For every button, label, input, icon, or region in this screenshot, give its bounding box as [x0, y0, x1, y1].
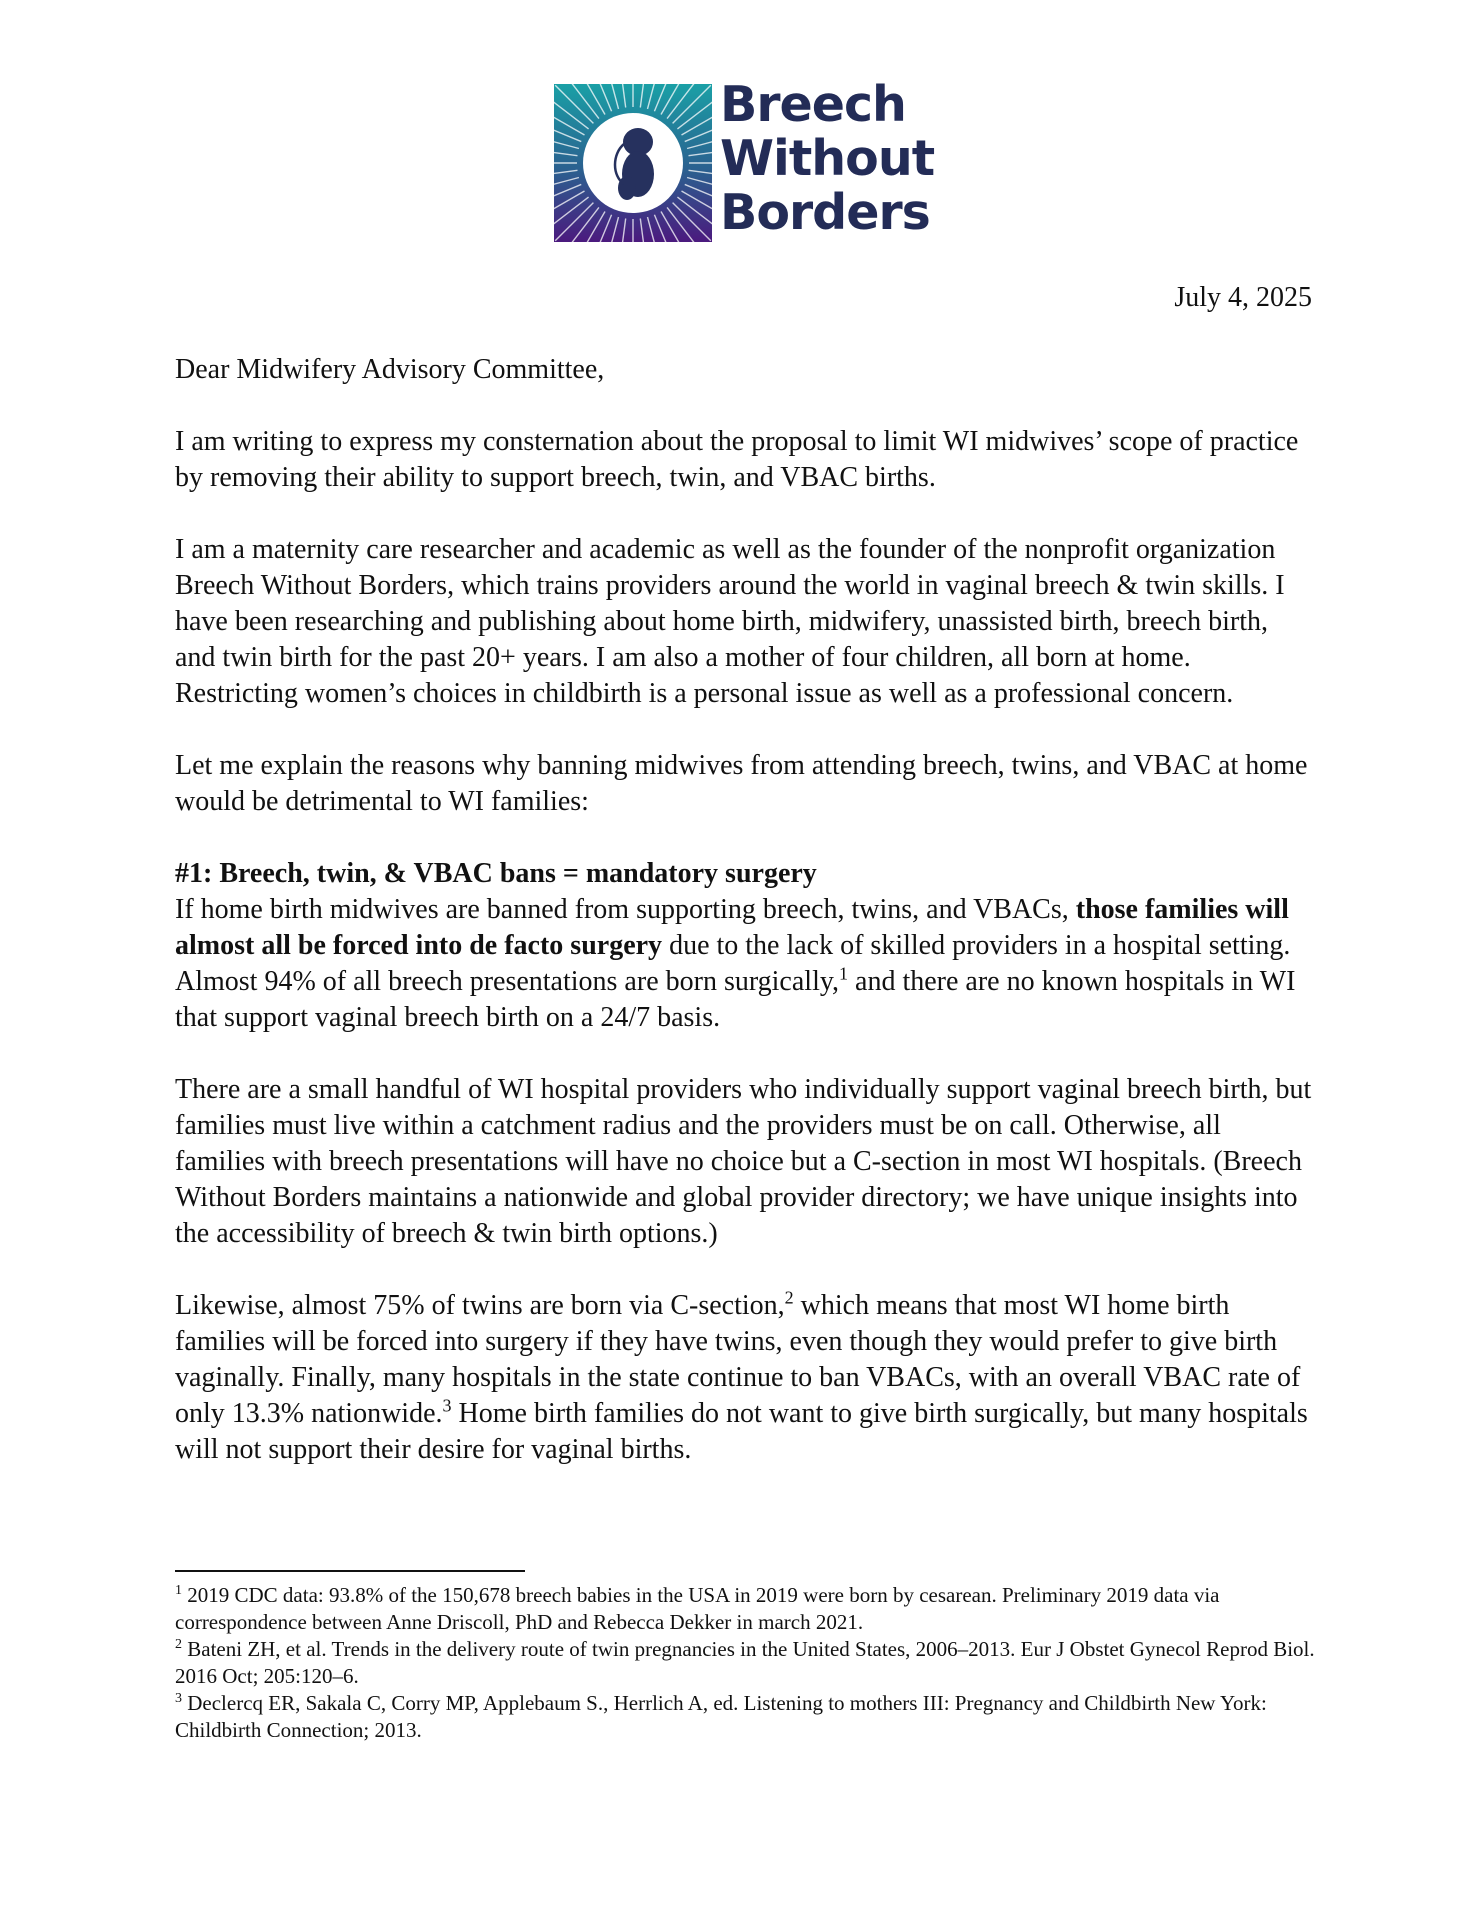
- section-heading-1: [175, 856, 1315, 892]
- paragraph-mandatory-surgery-emphasis: those families will almost all be forced into de facto surgery: [175, 894, 1289, 961]
- footnote-3-text: Declercq ER, Sakala C, Corry MP, Applebaum S., Herrlich A, ed. Listening to mothers III: Pregnancy and Childbirth New York: Childbirth Connection; 2013.: [175, 1691, 1267, 1742]
- footnote-1-text: 2019 CDC data: 93.8% of the 150,678 breech babies in the USA in 2019 were born by cesarean. Preliminary 2019 data via correspondence between Anne Driscoll, PhD and Rebecca Dekker in march 2021.: [175, 1583, 1220, 1634]
- footnote-2-text: Bateni ZH, et al. Trends in the delivery route of twin pregnancies in the United States, 2006–2013. Eur J Obstet Gynecol Reprod Biol. 2016 Oct; 205:120–6.: [175, 1637, 1315, 1688]
- paragraph-twins-vbac-text-b: which means that most WI home birth families will be forced into surgery if they have twins, even though they would prefer to give birth vaginally. Finally, many hospitals in the state continue to ban VBACs, with an overall VBAC rate of only 13.3% nationwide.: [175, 1290, 1301, 1429]
- paragraph-intro: I am writing to express my consternation about the proposal to limit WI midwives’ scope of practice by removing their ability to support breech, twin, and VBAC births.: [175, 426, 1299, 493]
- paragraph-mandatory-surgery-text-c: and there are no known hospitals in WI that support vaginal breech birth on a 24/7 basis.: [175, 966, 1296, 1033]
- footnote-2: [175, 1636, 1315, 1690]
- footnote-2-number: 2: [175, 1637, 182, 1652]
- letter-body: [175, 352, 1315, 1504]
- footnote-ref-1[interactable]: 1: [839, 963, 849, 984]
- logo-line-2: Without: [720, 130, 935, 187]
- letter-date: July 4, 2025: [1174, 282, 1312, 313]
- fetus-in-circle-icon: [554, 84, 712, 242]
- paragraph-reasons-intro: Let me explain the reasons why banning midwives from attending breech, twins, and VBAC at home would be detrimental to WI families:: [175, 750, 1308, 817]
- footnote-1-number: 1: [175, 1583, 182, 1598]
- logo-line-3: Borders: [720, 184, 930, 241]
- paragraph-twins-vbac-text-a: Likewise, almost 75% of twins are born via C-section,: [175, 1290, 785, 1321]
- footnote-3: [175, 1690, 1315, 1744]
- footnote-ref-2[interactable]: 2: [784, 1287, 794, 1308]
- paragraph-mandatory-surgery-text-a: If home birth midwives are banned from supporting breech, twins, and VBACs,: [175, 894, 1076, 925]
- paragraph-mandatory-surgery: [175, 892, 1315, 1036]
- footnote-divider: [175, 1570, 525, 1572]
- salutation: Dear Midwifery Advisory Committee,: [175, 354, 605, 385]
- paragraph-background: I am a maternity care researcher and academic as well as the founder of the nonprofit organization Breech Without Borders, which trains providers around the world in vaginal breech & twin skills. I have been researching and publishing about home birth, midwifery, unassisted birth, breech birth, and twin birth for the past 20+ years. I am also a mother of four children, all born at home. Restricting women’s choices in childbirth is a personal issue as well as a professional concern.: [175, 534, 1285, 709]
- footnote-3-number: 3: [175, 1691, 182, 1706]
- footnote-1: [175, 1582, 1315, 1636]
- section-heading-1-text: #1: Breech, twin, & VBAC bans = mandatory surgery: [175, 858, 817, 889]
- logo-line-1: Breech: [720, 76, 906, 133]
- paragraph-twins-vbac: [175, 1288, 1315, 1468]
- paragraph-mandatory-surgery-text-b: due to the lack of skilled providers in a hospital setting. Almost 94% of all breech presentations are born surgically,: [175, 930, 1291, 997]
- logo: [554, 76, 942, 242]
- footnote-ref-3[interactable]: 3: [442, 1395, 452, 1416]
- paragraph-twins-vbac-text-c: Home birth families do not want to give birth surgically, but many hospitals will not support their desire for vaginal births.: [175, 1398, 1308, 1465]
- logo-wordmark: [720, 78, 934, 240]
- footnotes: [175, 1582, 1315, 1744]
- paragraph-hospital-providers: There are a small handful of WI hospital providers who individually support vaginal breech birth, but families must live within a catchment radius and the providers must be on call. Otherwise, all families with breech presentations will have no choice but a C-section in most WI hospitals. (Breech Without Borders maintains a nationwide and global provider directory; we have unique insights into the accessibility of breech & twin birth options.): [175, 1074, 1312, 1249]
